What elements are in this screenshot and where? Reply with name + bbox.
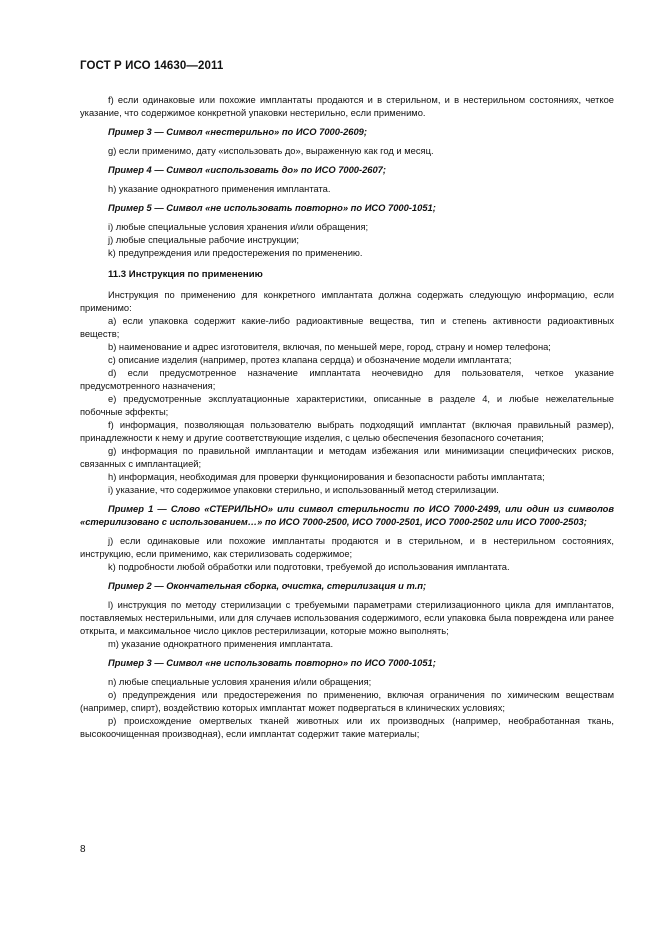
document-header: ГОСТ Р ИСО 14630—2011: [80, 60, 224, 72]
example: Пример 5 — Символ «не использовать повторно» по ИСО 7000-1051;: [108, 203, 436, 213]
paragraph: d) если предусмотренное назначение имплантата неочевидно для пользователя, четкое указание предусмотренного назначения;: [80, 368, 614, 391]
paragraph: m) указание однократного применения имплантата.: [108, 639, 334, 649]
paragraph: g) информация по правильной имплантации и методам избежания или минимизации специфических рисков, связанных с имплантацией;: [80, 446, 614, 469]
paragraph: a) если упаковка содержит какие-либо радиоактивные вещества, тип и степень активности радиоактивных веществ;: [80, 316, 614, 339]
paragraph: k) предупреждения или предостережения по применению.: [108, 248, 363, 258]
example: Пример 3 — Символ «нестерильно» по ИСО 7000-2609;: [108, 127, 367, 137]
page-number: 8: [80, 844, 86, 855]
paragraph: o) предупреждения или предостережения по применению, включая ограничения по химическим веществам (например, спирт), воздействию которых имплантат может подвергаться в клинических условиях;: [80, 690, 614, 713]
paragraph: b) наименование и адрес изготовителя, включая, по меньшей мере, город, страну и номер телефона;: [108, 342, 551, 352]
paragraph: f) если одинаковые или похожие имплантаты продаются и в стерильном, и в нестерильном состояниях, четкое указание, что содержимое конкретной упаковки нестерильно, если применимо.: [80, 95, 614, 118]
paragraph: c) описание изделия (например, протез клапана сердца) и обозначение модели имплантата;: [108, 355, 512, 365]
paragraph: h) информация, необходимая для проверки функционирования и безопасности работы имплантата;: [108, 472, 545, 482]
example: Пример 1 — Слово «СТЕРИЛЬНО» или символ стерильности по ИСО 7000-2499, или один из символов «стерилизовано с использованием…» по ИСО 7000-2500, ИСО 7000-2501, ИСО 7000-2502 или ИСО 7000-2503;: [80, 504, 614, 527]
example: Пример 4 — Символ «использовать до» по ИСО 7000-2607;: [108, 165, 386, 175]
paragraph: n) любые специальные условия хранения и/или обращения;: [108, 677, 372, 687]
example: Пример 2 — Окончательная сборка, очистка, стерилизация и т.п;: [108, 581, 427, 591]
document-body: [80, 94, 614, 741]
paragraph: j) любые специальные рабочие инструкции;: [108, 235, 299, 245]
section-heading: 11.3 Инструкция по применению: [108, 269, 263, 280]
paragraph: f) информация, позволяющая пользователю выбрать подходящий имплантат (включая правильный размер), принадлежности к нему и другие соответствующие изделия, с целью обеспечения безопасного сочетания;: [80, 420, 614, 443]
paragraph: j) если одинаковые или похожие имплантаты продаются и в стерильном, и в нестерильном состояниях, инструкцию, если применимо, как стерилизовать содержимое;: [80, 536, 614, 559]
paragraph: g) если применимо, дату «использовать до», выраженную как год и месяц.: [108, 146, 434, 156]
paragraph: e) предусмотренные эксплуатационные характеристики, описанные в разделе 4, и любые нежелательные побочные эффекты;: [80, 394, 614, 417]
paragraph: Инструкция по применению для конкретного имплантата должна содержать следующую информацию, если применимо:: [80, 290, 614, 313]
paragraph: l) инструкция по методу стерилизации с требуемыми параметрами стерилизационного цикла для имплантатов, поставляемых нестерильными, или для случаев использования содержимого, если упаковка была повреждена или ранее открыта, и максимальное число циклов рестерилизации, которые можно выполнять;: [80, 600, 614, 636]
paragraph: p) происхождение омертвелых тканей животных или их производных (например, необработанная ткань, высокоочищенная производная), если имплантат содержит такие материалы;: [80, 716, 614, 739]
example: Пример 3 — Символ «не использовать повторно» по ИСО 7000-1051;: [108, 658, 436, 668]
paragraph: h) указание однократного применения имплантата.: [108, 184, 331, 194]
paragraph: i) любые специальные условия хранения и/или обращения;: [108, 222, 369, 232]
paragraph: k) подробности любой обработки или подготовки, требуемой до использования имплантата.: [108, 562, 510, 572]
paragraph: i) указание, что содержимое упаковки стерильно, и использованный метод стерилизации.: [108, 485, 499, 495]
